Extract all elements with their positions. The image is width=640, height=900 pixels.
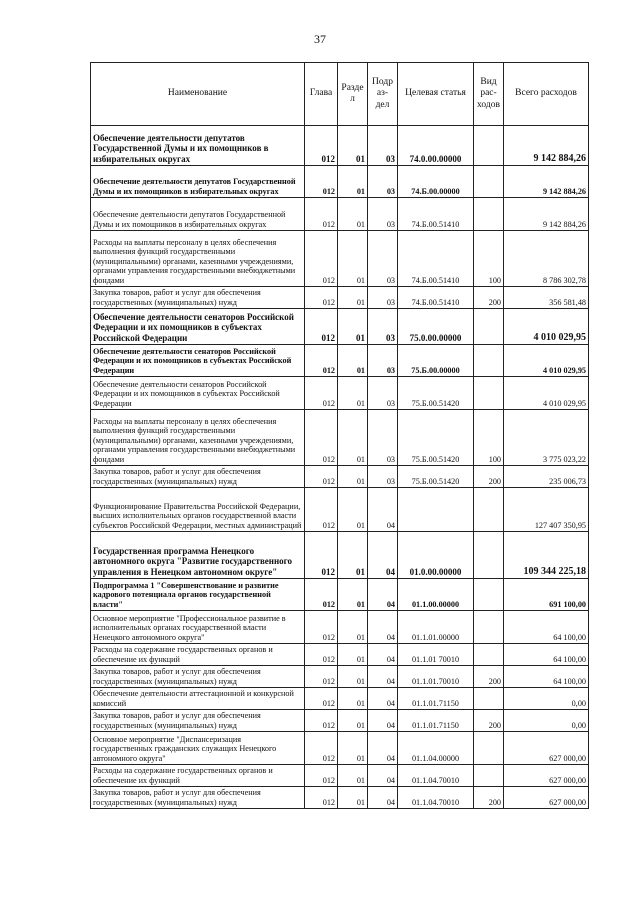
row-vid-cell <box>474 765 504 787</box>
row-celevaya-cell: 74.Б.00.51410 <box>398 287 474 309</box>
row-total-cell: 64 100,00 <box>504 644 589 666</box>
row-vid-cell <box>474 579 504 611</box>
row-razdel-cell: 01 <box>338 345 368 377</box>
row-podrazdel-cell: 04 <box>368 532 398 579</box>
table-row <box>91 287 589 309</box>
row-glava-cell: 012 <box>305 126 338 166</box>
row-razdel-cell: 01 <box>338 309 368 345</box>
row-celevaya-cell: 01.1.01.70010 <box>398 666 474 688</box>
row-celevaya-cell: 74.Б.00.51410 <box>398 198 474 231</box>
row-glava-cell: 012 <box>305 688 338 710</box>
row-vid-cell: 200 <box>474 287 504 309</box>
row-name-cell: Расходы на содержание государственных органов и обеспечение их функций <box>91 644 305 666</box>
row-total-cell: 356 581,48 <box>504 287 589 309</box>
row-celevaya-cell: 01.1.01.00000 <box>398 611 474 644</box>
row-celevaya-cell <box>398 488 474 532</box>
row-podrazdel-cell: 03 <box>368 198 398 231</box>
row-total-cell: 127 407 350,95 <box>504 488 589 532</box>
row-total-cell: 3 775 023,22 <box>504 410 589 466</box>
table-header-row <box>91 63 589 126</box>
row-razdel-cell: 01 <box>338 126 368 166</box>
row-podrazdel-cell: 04 <box>368 611 398 644</box>
row-celevaya-cell: 75.Б.00.51420 <box>398 466 474 488</box>
row-glava-cell: 012 <box>305 787 338 809</box>
row-vid-cell <box>474 166 504 198</box>
header-razdel: Разде л <box>338 63 368 126</box>
header-glava: Глава <box>305 63 338 126</box>
row-name-cell: Закупка товаров, работ и услуг для обеспечения государственных (муниципальных) нужд <box>91 710 305 732</box>
row-name-cell: Расходы на содержание государственных органов и обеспечение их функций <box>91 765 305 787</box>
row-name-cell: Подпрограмма 1 "Совершенствование и развитие кадрового потенциала органов государственной власти" <box>91 579 305 611</box>
row-glava-cell: 012 <box>305 287 338 309</box>
table-row <box>91 579 589 611</box>
row-razdel-cell: 01 <box>338 710 368 732</box>
row-vid-cell: 200 <box>474 666 504 688</box>
row-razdel-cell: 01 <box>338 765 368 787</box>
row-celevaya-cell: 74.0.00.00000 <box>398 126 474 166</box>
row-razdel-cell: 01 <box>338 287 368 309</box>
row-total-cell: 4 010 029,95 <box>504 345 589 377</box>
row-glava-cell: 012 <box>305 466 338 488</box>
table-row <box>91 488 589 532</box>
row-name-cell: Обеспечение деятельности сенаторов Российской Федерации и их помощников в субъектах Российской Федерации <box>91 345 305 377</box>
row-name-cell: Государственная программа Ненецкого автономного округа "Развитие государственного управления в Ненецком автономном округе" <box>91 532 305 579</box>
row-podrazdel-cell: 03 <box>368 126 398 166</box>
row-total-cell: 9 142 884,26 <box>504 126 589 166</box>
row-podrazdel-cell: 04 <box>368 787 398 809</box>
row-podrazdel-cell: 03 <box>368 287 398 309</box>
row-podrazdel-cell: 04 <box>368 710 398 732</box>
row-vid-cell <box>474 377 504 410</box>
row-name-cell: Обеспечение деятельности сенаторов Российской Федерации и их помощников в субъектах Российской Федерации <box>91 309 305 345</box>
table-row <box>91 644 589 666</box>
row-total-cell: 8 786 302,78 <box>504 231 589 287</box>
row-name-cell: Основное мероприятие "Диспансеризация государственных гражданских служащих Ненецкого автономного округа" <box>91 732 305 765</box>
row-glava-cell: 012 <box>305 488 338 532</box>
row-vid-cell: 200 <box>474 787 504 809</box>
row-vid-cell <box>474 611 504 644</box>
row-razdel-cell: 01 <box>338 488 368 532</box>
row-total-cell: 0,00 <box>504 688 589 710</box>
row-total-cell: 4 010 029,95 <box>504 309 589 345</box>
table-row <box>91 198 589 231</box>
row-podrazdel-cell: 03 <box>368 309 398 345</box>
row-glava-cell: 012 <box>305 532 338 579</box>
row-name-cell: Обеспечение деятельности депутатов Государственной Думы и их помощников в избирательных округах <box>91 198 305 231</box>
row-podrazdel-cell: 03 <box>368 410 398 466</box>
row-total-cell: 627 000,00 <box>504 732 589 765</box>
row-name-cell: Функционирование Правительства Российской Федерации, высших исполнительных органов государственной власти субъектов Российской Федерации, местных администраций <box>91 488 305 532</box>
row-glava-cell: 012 <box>305 166 338 198</box>
row-podrazdel-cell: 04 <box>368 666 398 688</box>
row-razdel-cell: 01 <box>338 410 368 466</box>
row-vid-cell <box>474 532 504 579</box>
row-razdel-cell: 01 <box>338 466 368 488</box>
row-glava-cell: 012 <box>305 410 338 466</box>
table-row <box>91 710 589 732</box>
row-name-cell: Обеспечение деятельности сенаторов Российской Федерации и их помощников в субъектах Российской Федерации <box>91 377 305 410</box>
row-total-cell: 691 100,00 <box>504 579 589 611</box>
table-row <box>91 611 589 644</box>
table-row <box>91 765 589 787</box>
row-razdel-cell: 01 <box>338 688 368 710</box>
row-podrazdel-cell: 03 <box>368 166 398 198</box>
row-celevaya-cell: 01.1.00.00000 <box>398 579 474 611</box>
row-total-cell: 109 344 225,18 <box>504 532 589 579</box>
row-celevaya-cell: 01.1.04.70010 <box>398 787 474 809</box>
row-glava-cell: 012 <box>305 765 338 787</box>
row-glava-cell: 012 <box>305 644 338 666</box>
row-glava-cell: 012 <box>305 309 338 345</box>
row-glava-cell: 012 <box>305 666 338 688</box>
row-glava-cell: 012 <box>305 345 338 377</box>
row-glava-cell: 012 <box>305 579 338 611</box>
row-glava-cell: 012 <box>305 611 338 644</box>
table-row <box>91 532 589 579</box>
row-podrazdel-cell: 04 <box>368 579 398 611</box>
table-row <box>91 166 589 198</box>
row-podrazdel-cell: 04 <box>368 732 398 765</box>
row-razdel-cell: 01 <box>338 579 368 611</box>
table-row <box>91 732 589 765</box>
row-celevaya-cell: 01.1.04.70010 <box>398 765 474 787</box>
row-razdel-cell: 01 <box>338 787 368 809</box>
row-vid-cell: 100 <box>474 231 504 287</box>
row-vid-cell <box>474 198 504 231</box>
row-name-cell: Закупка товаров, работ и услуг для обеспечения государственных (муниципальных) нужд <box>91 787 305 809</box>
row-total-cell: 9 142 884,26 <box>504 166 589 198</box>
header-vid-rashodov: Вид рас- ходов <box>474 63 504 126</box>
row-name-cell: Расходы на выплаты персоналу в целях обеспечения выполнения функций государственными (муниципальными) органами, казенными учреждениями, органами управления государственными внебюджетными фондами <box>91 231 305 287</box>
row-total-cell: 4 010 029,95 <box>504 377 589 410</box>
row-razdel-cell: 01 <box>338 198 368 231</box>
row-total-cell: 235 006,73 <box>504 466 589 488</box>
table-row <box>91 666 589 688</box>
row-vid-cell <box>474 732 504 765</box>
row-total-cell: 9 142 884,26 <box>504 198 589 231</box>
row-name-cell: Обеспечение деятельности депутатов Государственной Думы и их помощников в избирательных округах <box>91 166 305 198</box>
row-total-cell: 64 100,00 <box>504 666 589 688</box>
row-name-cell: Обеспечение деятельности депутатов Государственной Думы и их помощников в избирательных округах <box>91 126 305 166</box>
table-row <box>91 345 589 377</box>
row-razdel-cell: 01 <box>338 611 368 644</box>
row-vid-cell: 100 <box>474 410 504 466</box>
header-celevaya-statya: Целевая статья <box>398 63 474 126</box>
row-podrazdel-cell: 03 <box>368 377 398 410</box>
row-celevaya-cell: 74.Б.00.00000 <box>398 166 474 198</box>
table-row <box>91 231 589 287</box>
row-name-cell: Закупка товаров, работ и услуг для обеспечения государственных (муниципальных) нужд <box>91 666 305 688</box>
row-glava-cell: 012 <box>305 198 338 231</box>
row-podrazdel-cell: 04 <box>368 644 398 666</box>
row-vid-cell <box>474 644 504 666</box>
row-vid-cell <box>474 126 504 166</box>
row-razdel-cell: 01 <box>338 666 368 688</box>
row-razdel-cell: 01 <box>338 532 368 579</box>
row-name-cell: Основное мероприятие "Профессиональное развитие в исполнительных органах государственной власти Ненецкого автономного округа" <box>91 611 305 644</box>
table-row <box>91 377 589 410</box>
row-glava-cell: 012 <box>305 710 338 732</box>
row-podrazdel-cell: 03 <box>368 345 398 377</box>
row-podrazdel-cell: 04 <box>368 765 398 787</box>
row-celevaya-cell: 01.1.04.00000 <box>398 732 474 765</box>
row-name-cell: Расходы на выплаты персоналу в целях обеспечения выполнения функций государственными (муниципальными) органами, казенными учреждениями, органами управления государственными внебюджетными фондами <box>91 410 305 466</box>
row-razdel-cell: 01 <box>338 377 368 410</box>
row-celevaya-cell: 01.0.00.00000 <box>398 532 474 579</box>
row-name-cell: Закупка товаров, работ и услуг для обеспечения государственных (муниципальных) нужд <box>91 466 305 488</box>
header-name: Наименование <box>91 63 305 126</box>
budget-table <box>90 62 589 809</box>
row-name-cell: Обеспечение деятельности аттестационной и конкурсной комиссий <box>91 688 305 710</box>
table-row <box>91 410 589 466</box>
row-glava-cell: 012 <box>305 231 338 287</box>
table-row <box>91 126 589 166</box>
row-razdel-cell: 01 <box>338 644 368 666</box>
row-celevaya-cell: 01.1.01 70010 <box>398 644 474 666</box>
row-vid-cell <box>474 309 504 345</box>
row-total-cell: 0,00 <box>504 710 589 732</box>
row-celevaya-cell: 75.0.00.00000 <box>398 309 474 345</box>
row-razdel-cell: 01 <box>338 166 368 198</box>
row-vid-cell <box>474 688 504 710</box>
row-celevaya-cell: 01.1.01.71150 <box>398 710 474 732</box>
row-podrazdel-cell: 04 <box>368 688 398 710</box>
header-podrazdel: Подр аз- дел <box>368 63 398 126</box>
row-razdel-cell: 01 <box>338 231 368 287</box>
row-celevaya-cell: 75.Б.00.00000 <box>398 345 474 377</box>
row-vid-cell: 200 <box>474 466 504 488</box>
row-podrazdel-cell: 03 <box>368 466 398 488</box>
row-name-cell: Закупка товаров, работ и услуг для обеспечения государственных (муниципальных) нужд <box>91 287 305 309</box>
row-podrazdel-cell: 03 <box>368 231 398 287</box>
table-row <box>91 787 589 809</box>
row-total-cell: 627 000,00 <box>504 765 589 787</box>
page-number: 37 <box>314 32 326 46</box>
table-row <box>91 309 589 345</box>
row-celevaya-cell: 75.Б.00.51420 <box>398 410 474 466</box>
row-glava-cell: 012 <box>305 732 338 765</box>
row-total-cell: 627 000,00 <box>504 787 589 809</box>
row-vid-cell: 200 <box>474 710 504 732</box>
table-row <box>91 466 589 488</box>
row-razdel-cell: 01 <box>338 732 368 765</box>
header-total: Всего расходов <box>504 63 589 126</box>
row-total-cell: 64 100,00 <box>504 611 589 644</box>
row-celevaya-cell: 01.1.01.71150 <box>398 688 474 710</box>
row-celevaya-cell: 75.Б.00.51420 <box>398 377 474 410</box>
row-vid-cell <box>474 345 504 377</box>
row-podrazdel-cell: 04 <box>368 488 398 532</box>
row-vid-cell <box>474 488 504 532</box>
table-row <box>91 688 589 710</box>
row-glava-cell: 012 <box>305 377 338 410</box>
row-celevaya-cell: 74.Б.00.51410 <box>398 231 474 287</box>
